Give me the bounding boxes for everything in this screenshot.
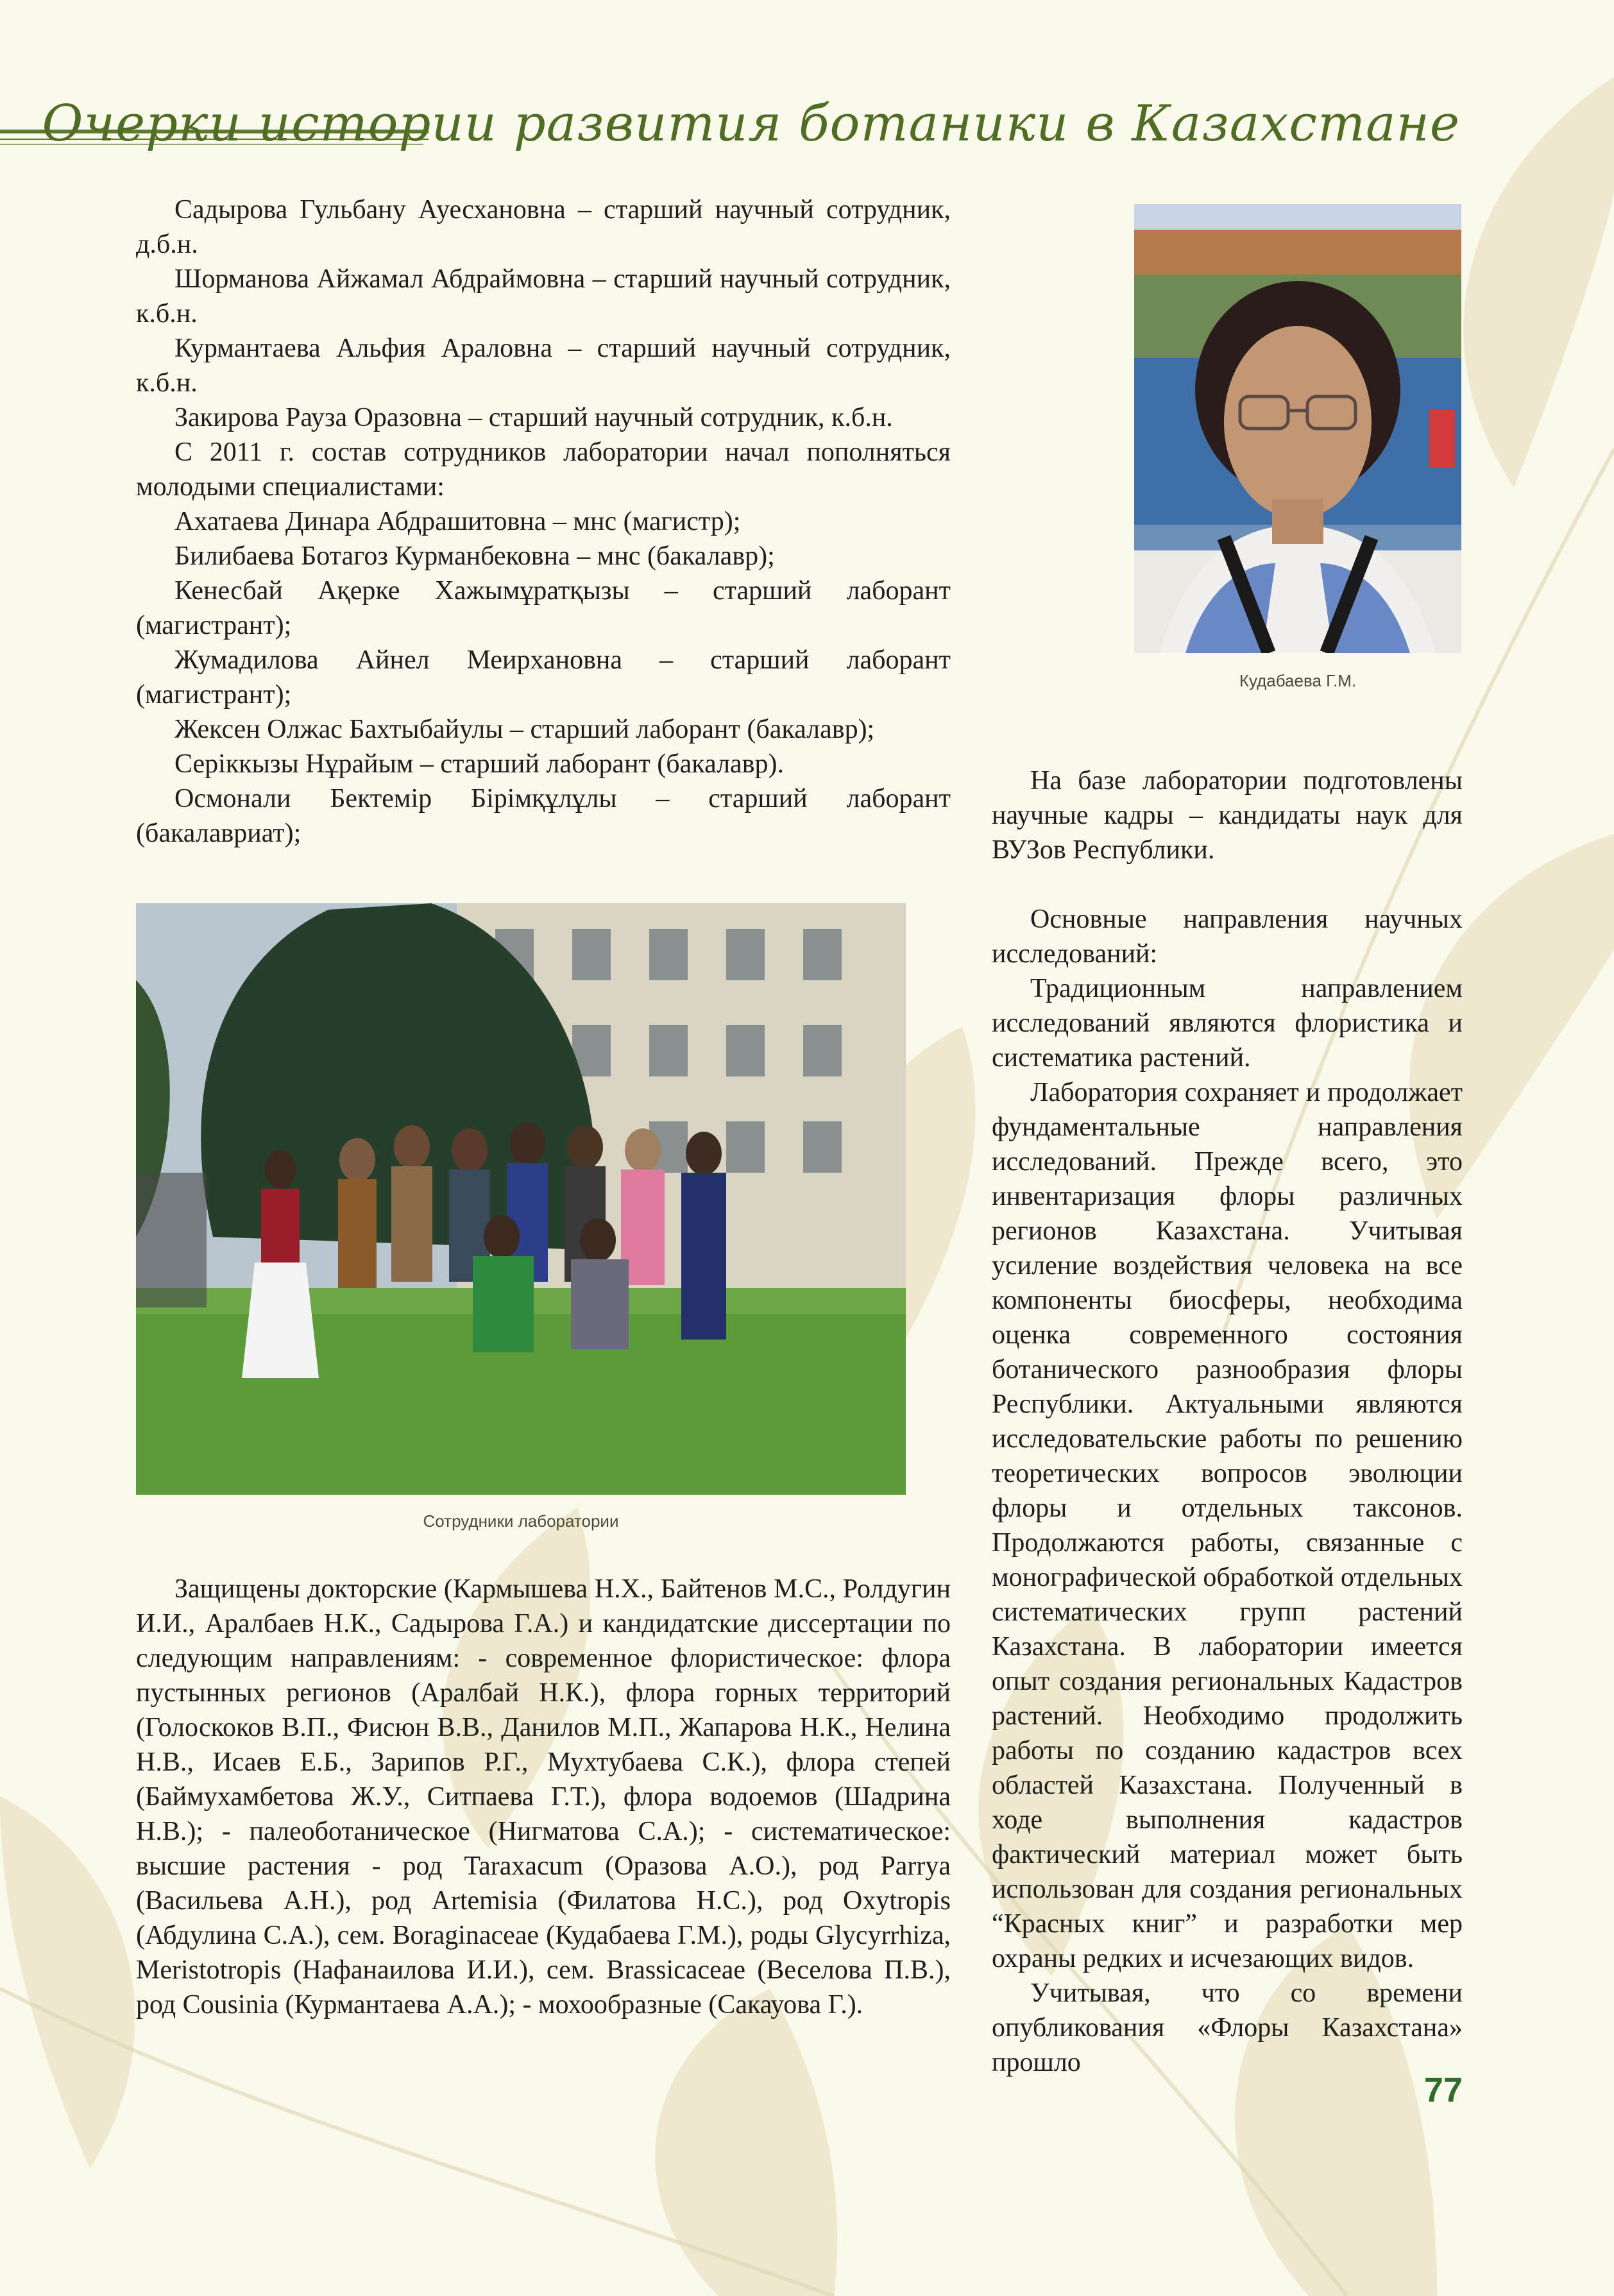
paragraph: Осмонали Бектемір Бірімқұлұлы – старший лаборант (бакалавриат);: [136, 784, 951, 848]
paragraph: Садырова Гульбану Ауесхановна – старший научный сотрудник, д.б.н.: [136, 195, 951, 259]
paragraph: Жумадилова Айнел Меирхановна – старший лаборант (магистрант);: [136, 645, 951, 710]
paragraph: На базе лаборатории подготовлены научные кадры – кандидаты наук для ВУЗов Республики.: [992, 766, 1463, 865]
paragraph: Курмантаева Альфия Араловна – старший научный сотрудник, к.б.н.: [136, 334, 951, 398]
group-photo-caption: Сотрудники лаборатории: [423, 1511, 619, 1531]
paragraph: Жексен Олжас Бахтыбайулы – старший лаборант (бакалавр);: [174, 715, 875, 744]
running-title: Очерки истории развития ботаники в Казахстане: [42, 95, 1460, 153]
paragraph: Закирова Рауза Оразовна – старший научный сотрудник, к.б.н.: [174, 403, 893, 432]
page-header: [0, 0, 1614, 167]
paragraph: Основные направления научных исследований:: [992, 905, 1463, 969]
paragraph: Серіккызы Нұрайым – старший лаборант (бакалавр).: [174, 749, 785, 779]
paragraph: Учитывая, что со времени опубликования «Флоры Казахстана» прошло: [992, 1978, 1463, 2077]
page-number: 77: [1423, 2071, 1463, 2109]
paragraph: Традиционным направлением исследований являются флористика и систематика растений.: [992, 974, 1463, 1073]
portrait-photo: [1134, 204, 1461, 653]
paragraph: Кенесбай Ақерке Хажымұратқызы – старший лаборант (магистрант);: [136, 576, 951, 640]
paragraph: Защищены докторские (Кармышева Н.Х., Байтенов М.С., Ролдугин И.И., Аралбаев Н.К., Садырова Г.А.) и кандидатские диссертации по следующим направлениям: - современное флористическое: флора пустынных регионов (Аралбай Н.К.), флора горных территорий (Голоскоков В.П., Фисюн В.В., Данилов М.П., Жапарова Н.К., Нелина Н.В., Исаев Е.Б., Зарипов Р.Г., Мухтубаева С.К.), флора степей (Баймухамбетова Ж.У., Ситпаева Г.Т.), флора водоемов (Шадрина Н.В.); - палеоботаническое (Нигматова С.А.); - систематическое: высшие растения - род Taraxacum (Оразова А.О.), род Parrya (Васильева А.Н.), род Artemisia (Филатова Н.С.), род Oxytropis (Абдулина С.А.), сем. Boraginaceae (Кудабаева Г.М.), роды Glycyrrhiza, Meristotropis (Нафанаилова И.И.), сем. Brassicaceae (Веселова П.В.), род Cousinia (Курмантаева А.А.); - мохообразные (Сакауова Г.).: [136, 1574, 951, 2020]
paragraph: Шорманова Айжамал Абдраймовна – старший научный сотрудник, к.б.н.: [136, 264, 951, 328]
research-directions-text: [992, 763, 1463, 2080]
staff-list-text: [136, 192, 951, 851]
paragraph: Ахатаева Динара Абдрашитовна – мнс (магистр);: [174, 507, 741, 536]
paragraph: Билибаева Ботагоз Курманбековна – мнс (бакалавр);: [174, 541, 775, 571]
portrait-caption: Кудабаева Г.М.: [1239, 671, 1357, 690]
group-photo: [136, 903, 906, 1495]
paragraph: Лаборатория сохраняет и продолжает фундаментальные направления исследований. Прежде всего, это инвентаризация флоры различных регионов Казахстана. Учитывая усиление воздействия человека на все компоненты биосферы, необходима оценка современного состояния ботанического разнообразия флоры Республики. Актуальными являются исследовательские работы по решению теоретических вопросов эволюции флоры и отдельных таксонов. Продолжаются работы, связанные с монографической обработкой отдельных систематических групп растений Казахстана. В лаборатории имеется опыт создания региональных Кадастров растений. Необходимо продолжить работы по созданию кадастров всех областей Казахстана. Полученный в ходе выполнения кадастров фактический материал может быть использован для создания региональных “Красных книг” и разработки мер охраны редких и исчезающих видов.: [992, 1078, 1463, 1973]
paragraph: С 2011 г. состав сотрудников лаборатории начал пополняться молодыми специалистами:: [136, 438, 951, 502]
dissertations-text: [136, 1572, 951, 2022]
